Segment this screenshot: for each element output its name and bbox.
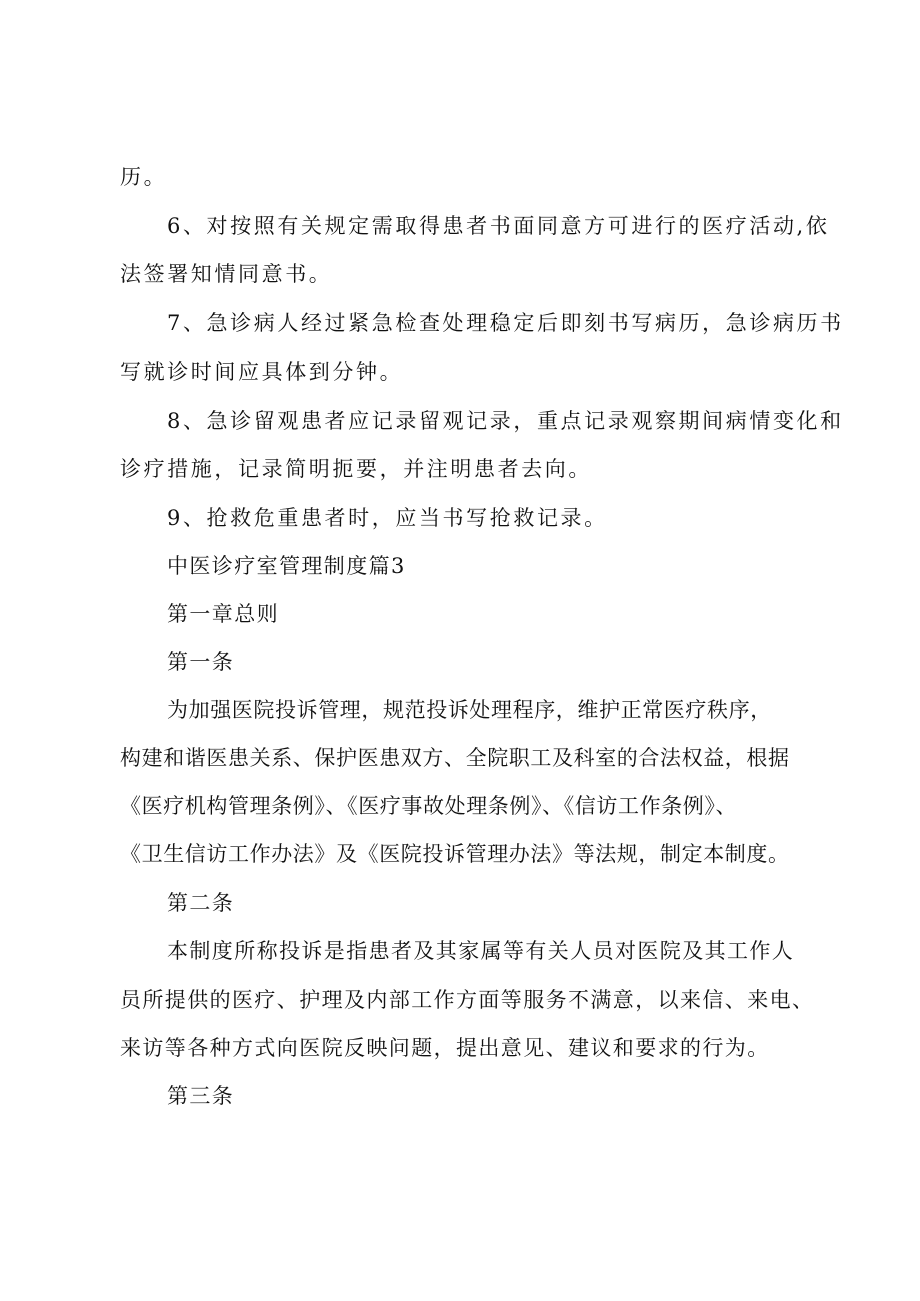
text-line-6: 8、急诊留观患者应记录留观记录，重点记录观察期间病情变化和 bbox=[167, 409, 844, 433]
article-1-heading: 第一条 bbox=[167, 650, 235, 674]
text-line-15: 《卫生信访工作办法》及《医院投诉管理办法》等法规，制定本制度。 bbox=[120, 842, 790, 866]
text-line-8: 9、抢救危重患者时，应当书写抢救记录。 bbox=[167, 506, 608, 530]
chapter-title: 第一章总则 bbox=[167, 602, 279, 626]
text-line-3: 法签署知情同意书。 bbox=[120, 262, 333, 286]
article-2-heading: 第二条 bbox=[167, 891, 235, 915]
text-line-18: 员所提供的医疗、护理及内部工作方面等服务不满意，以来信、来电、 bbox=[120, 988, 815, 1012]
text-line-7: 诊疗措施，记录简明扼要，并注明患者去向。 bbox=[120, 457, 592, 481]
text-line-14: 《医疗机构管理条例》、《医疗事故处理条例》、《信访工作条例》、 bbox=[120, 794, 738, 818]
article-3-heading: 第三条 bbox=[167, 1084, 235, 1108]
text-line-17: 本制度所称投诉是指患者及其家属等有关人员对医院及其工作人 bbox=[167, 939, 795, 963]
text-line-1: 历。 bbox=[120, 165, 168, 189]
text-line-13: 构建和谐医患关系、保护医患双方、全院职工及科室的合法权益，根据 bbox=[120, 746, 790, 770]
text-line-12: 为加强医院投诉管理，规范投诉处理程序，维护正常医疗秩序， bbox=[167, 698, 772, 722]
text-line-2: 6、对按照有关规定需取得患者书面同意方可进行的医疗活动,依 bbox=[167, 214, 830, 238]
text-line-5: 写就诊时间应具体到分钟。 bbox=[120, 360, 404, 384]
text-line-4: 7、急诊病人经过紧急检查处理稳定后即刻书写病历，急诊病历书 bbox=[167, 311, 844, 335]
text-line-19: 来访等各种方式向医院反映问题，提出意见、建议和要求的行为。 bbox=[120, 1036, 770, 1060]
section-title: 中医诊疗室管理制度篇3 bbox=[167, 554, 406, 578]
